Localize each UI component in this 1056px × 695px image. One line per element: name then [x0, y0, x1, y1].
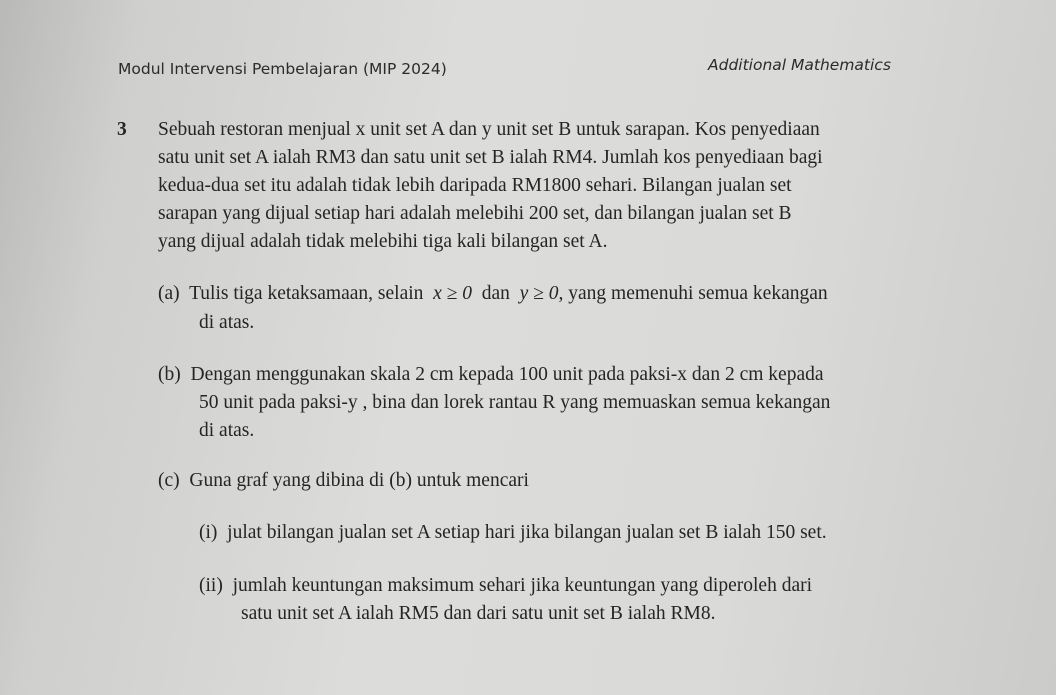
part-c-i-text: julat bilangan jualan set A setiap hari jika bilangan jualan set B ialah 150 set.	[227, 522, 827, 543]
part-a-text-after: , yang memenuhi semua kekangan	[558, 283, 828, 304]
part-c-i-label: (i)	[199, 522, 218, 543]
part-a-math-y: y ≥ 0	[519, 283, 559, 304]
stem-line-5: yang dijual adalah tidak melebihi tiga kali bilangan set A.	[158, 231, 608, 252]
part-a-line-2: di atas.	[199, 312, 255, 333]
stem-line-3: kedua-dua set itu adalah tidak lebih daripada RM1800 sehari. Bilangan jualan set	[158, 175, 792, 196]
question-number: 3	[117, 119, 127, 140]
part-a-text-mid: dan	[481, 283, 510, 304]
module-title: Modul Intervensi Pembelajaran (MIP 2024)	[118, 60, 447, 78]
part-a-line-1	[158, 283, 828, 305]
part-c-i-line	[199, 522, 827, 544]
stem-line-4: sarapan yang dijual setiap hari adalah melebihi 200 set, dan bilangan jualan set B	[158, 203, 792, 224]
part-c-ii-text-1: jumlah keuntungan maksimum sehari jika keuntungan yang diperoleh dari	[232, 575, 813, 596]
part-a-text-before: Tulis tiga ketaksamaan, selain	[189, 283, 424, 304]
part-a-label: (a)	[158, 283, 180, 304]
subject-title: Additional Mathematics	[708, 56, 891, 74]
part-a-math-x: x ≥ 0	[433, 283, 472, 304]
part-c-ii-line-1	[199, 575, 812, 597]
part-b-line-3: di atas.	[199, 420, 255, 441]
part-c-ii-label: (ii)	[199, 575, 223, 596]
part-c-text-1: Guna graf yang dibina di (b) untuk mencari	[189, 470, 529, 491]
part-b-line-1	[158, 364, 824, 386]
part-c-label: (c)	[158, 470, 180, 491]
part-b-text-1: Dengan menggunakan skala 2 cm kepada 100 unit pada paksi-x dan 2 cm kepada	[190, 364, 824, 385]
part-c-ii-line-2: satu unit set A ialah RM5 dan dari satu unit set B ialah RM8.	[241, 603, 716, 624]
part-c-line-1	[158, 470, 529, 492]
part-b-label: (b)	[158, 364, 181, 385]
stem-line-2: satu unit set A ialah RM3 dan satu unit set B ialah RM4. Jumlah kos penyediaan bagi	[158, 147, 823, 168]
part-b-line-2: 50 unit pada paksi-y , bina dan lorek rantau R yang memuaskan semua kekangan	[199, 392, 831, 413]
stem-line-1: Sebuah restoran menjual x unit set A dan y unit set B untuk sarapan. Kos penyediaan	[158, 119, 820, 140]
